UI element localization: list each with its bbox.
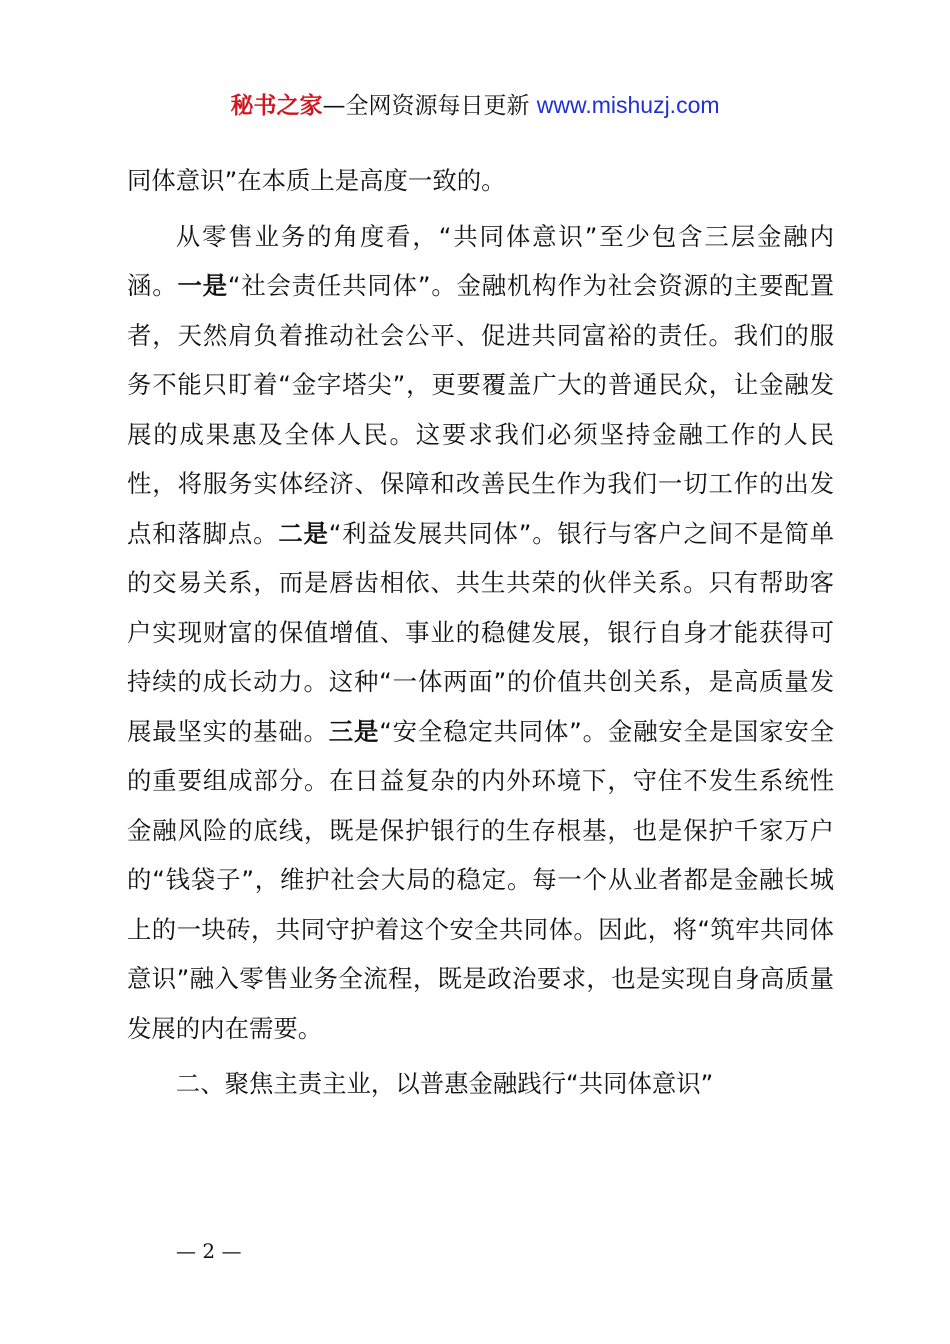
brand-name: 秘书之家 <box>230 93 323 119</box>
point-one-label: 一是 <box>177 271 228 300</box>
document-body <box>127 156 834 1109</box>
page-number: — 2 — <box>176 1239 242 1263</box>
paragraph-intro: 从零售业务的角度看，“共同体意识”至少包含三层金融内涵。 <box>127 221 834 300</box>
point-one-text: “社会责任共同体”。金融机构作为社会资源的主要配置者，天然肩负着推动社会公平、促进共同富裕的责任。我们的服务不能只盯着“金字塔尖”，更要覆盖广大的普通民众，让金融发展的成果惠及全体人民。这要求我们必须坚持金融工作的人民性，将服务实体经济、保障和改善民生作为我们一切工作的出发点和落脚点。 <box>127 271 834 548</box>
point-two-text: “利益发展共同体”。银行与客户之间不是简单的交易关系，而是唇齿相依、共生共荣的伙伴关系。只有帮助客户实现财富的保值增值、事业的稳健发展，银行自身才能获得可持续的成长动力。这种“一体两面”的价值共创关系，是高质量发展最坚实的基础。 <box>127 518 834 746</box>
paragraph-community-meaning <box>127 212 834 1054</box>
point-three-label: 三是 <box>328 716 380 746</box>
point-two-label: 二是 <box>278 518 329 548</box>
site-url[interactable]: www.mishuzj.com <box>536 92 720 118</box>
section-heading: 二、聚焦主责主业，以普惠金融践行“共同体意识” <box>175 1069 714 1098</box>
point-three-text: “安全稳定共同体”。金融安全是国家安全的重要组成部分。在日益复杂的内外环境下，守住不发生系统性金融风险的底线，既是保护银行的生存根基，也是保护千家万户的“钱袋子”，维护社会大局的稳定。每一个从业者都是金融长城上的一块砖，共同守护着这个安全共同体。因此，将“筑牢共同体意识”融入零售业务全流程，既是政治要求，也是实现自身高质量发展的内在需要。 <box>127 716 834 1043</box>
header-tagline: —全网资源每日更新 <box>322 93 537 119</box>
continuation-line: 同体意识”在本质上是高度一致的。 <box>127 166 506 195</box>
site-header <box>0 88 950 123</box>
